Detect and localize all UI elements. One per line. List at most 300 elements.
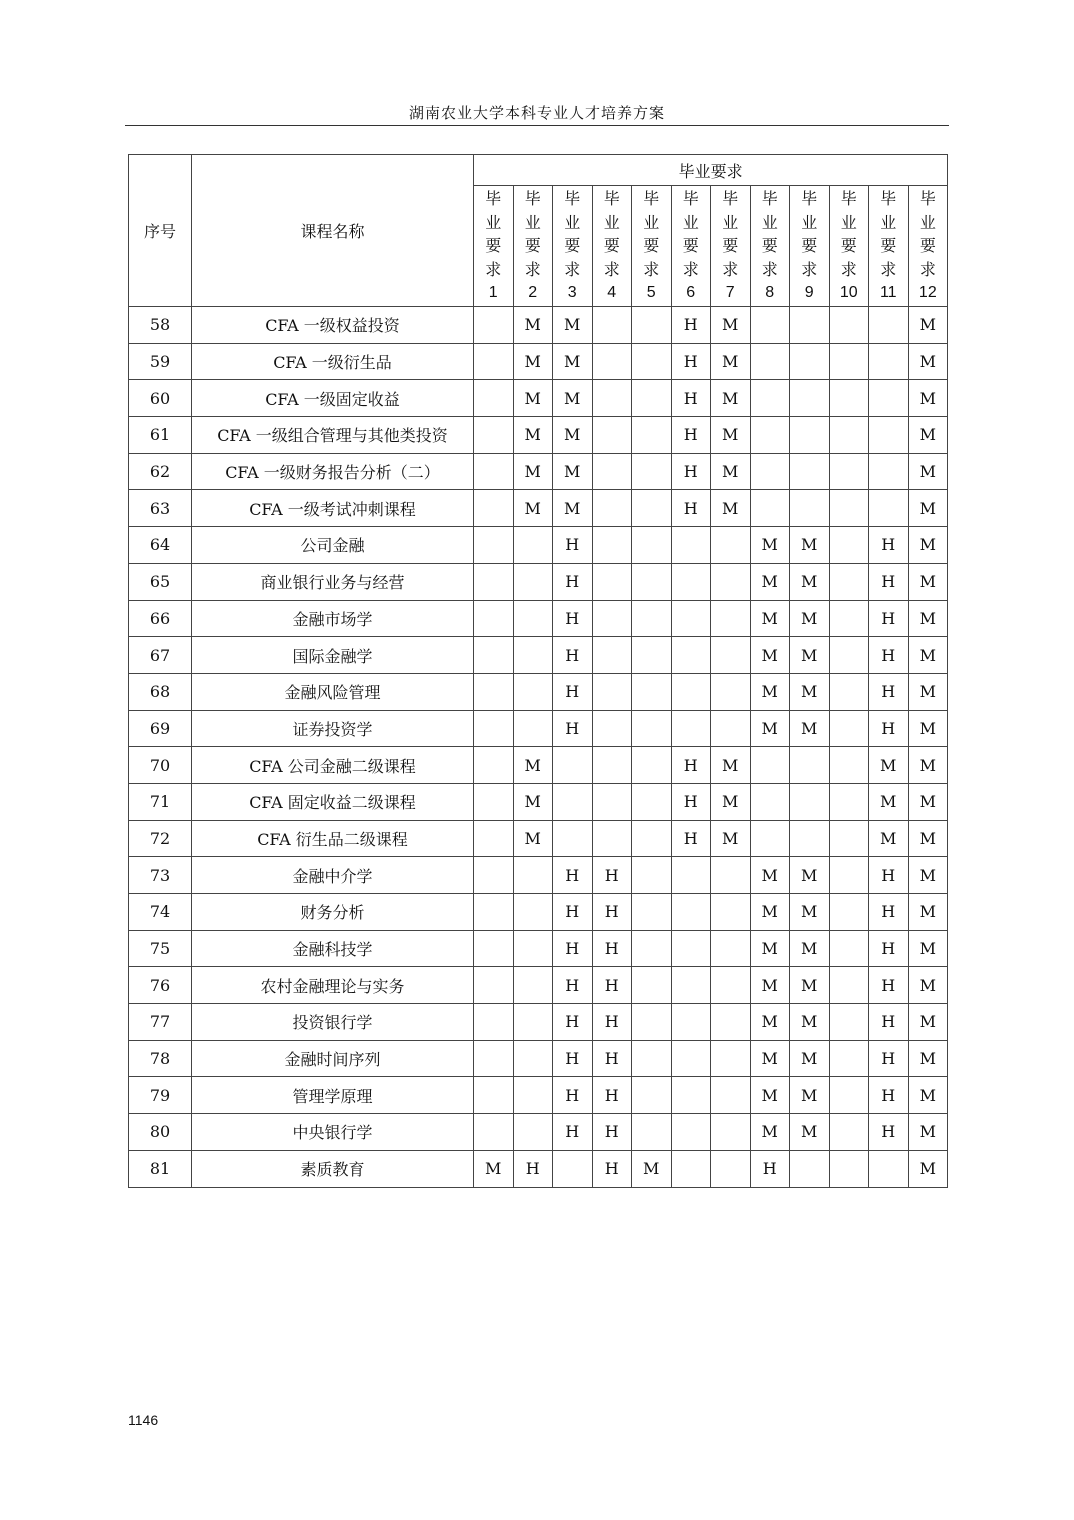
row-requirement-cell [790,747,830,784]
row-requirement-cell [632,1040,672,1077]
row-requirement-cell [750,747,790,784]
header-requirement-char: 要 [919,236,936,256]
row-requirement-cell: M [790,673,830,710]
row-course-name: 国际金融学 [192,637,474,674]
row-requirement-cell: M [553,380,593,417]
row-requirement-cell [711,894,751,931]
row-requirement-cell: H [671,380,711,417]
row-course-name: 证券投资学 [192,710,474,747]
row-course-name: CFA 固定收益二级课程 [192,783,474,820]
row-requirement-cell: M [750,563,790,600]
row-course-name: 中央银行学 [192,1114,474,1151]
row-requirement-cell [474,673,514,710]
row-seq: 80 [129,1114,192,1151]
table-row [129,820,948,857]
row-requirement-cell [750,343,790,380]
row-requirement-cell [829,894,869,931]
row-requirement-cell: M [513,380,553,417]
row-requirement-cell [474,1077,514,1114]
row-requirement-cell: H [553,600,593,637]
row-requirement-cell [632,1004,672,1041]
row-requirement-cell [750,820,790,857]
row-requirement-cell [474,490,514,527]
header-requirement-char: 毕 [761,189,778,209]
row-requirement-cell: M [790,637,830,674]
row-requirement-cell [829,1040,869,1077]
row-requirement-cell: M [750,527,790,564]
row-requirement-cell [671,1040,711,1077]
header-requirement-char: 要 [524,236,541,256]
row-requirement-cell [711,673,751,710]
header-requirement-char: 毕 [564,189,581,209]
row-requirement-cell: M [711,307,751,344]
table-row [129,1004,948,1041]
table-row [129,783,948,820]
row-requirement-cell [513,1077,553,1114]
row-course-name: 素质教育 [192,1150,474,1187]
row-requirement-cell [829,1004,869,1041]
table-row [129,563,948,600]
row-requirement-cell [632,710,672,747]
row-requirement-cell: M [632,1150,672,1187]
header-requirement-number: 5 [646,284,656,302]
table-row [129,453,948,490]
row-requirement-cell [513,710,553,747]
table-row [129,637,948,674]
row-seq: 60 [129,380,192,417]
header-requirement-char: 要 [485,236,502,256]
header-requirement-12 [908,186,948,307]
row-requirement-cell [711,563,751,600]
row-requirement-cell: M [513,820,553,857]
header-requirement-char: 业 [485,212,502,232]
table-row [129,1114,948,1151]
row-requirement-cell: H [592,967,632,1004]
row-course-name: 投资银行学 [192,1004,474,1041]
row-requirement-cell [711,1114,751,1151]
header-requirement-char: 毕 [919,189,936,209]
row-requirement-cell: M [908,894,948,931]
header-requirement-char: 毕 [880,189,897,209]
header-requirement-char: 业 [801,212,818,232]
row-requirement-cell: H [869,1040,909,1077]
header-requirement-number: 11 [879,284,897,302]
row-requirement-cell [829,343,869,380]
row-requirement-cell: M [790,710,830,747]
row-requirement-cell [513,1004,553,1041]
row-requirement-cell: M [908,747,948,784]
header-requirement-number: 9 [804,284,814,302]
header-requirement-char: 要 [761,236,778,256]
table-row [129,417,948,454]
row-requirement-cell [474,307,514,344]
row-requirement-cell [632,600,672,637]
row-requirement-cell: M [790,1040,830,1077]
header-requirement-char: 要 [840,236,857,256]
header-requirement-char: 求 [801,259,818,279]
row-requirement-cell: H [671,820,711,857]
row-requirement-cell: H [869,857,909,894]
header-requirement-char: 要 [643,236,660,256]
header-requirement-char: 业 [524,212,541,232]
row-requirement-cell [553,1150,593,1187]
row-requirement-cell [711,600,751,637]
header-requirement-char: 业 [603,212,620,232]
row-seq: 58 [129,307,192,344]
row-requirement-cell [632,673,672,710]
row-requirement-cell [474,783,514,820]
header-requirement-number: 1 [488,284,498,302]
header-requirement-number: 4 [607,284,617,302]
row-requirement-cell [474,820,514,857]
row-requirement-cell: M [908,820,948,857]
header-requirement-char: 业 [761,212,778,232]
header-requirement-char: 要 [722,236,739,256]
header-requirement-char: 毕 [603,189,620,209]
row-seq: 62 [129,453,192,490]
row-course-name: 管理学原理 [192,1077,474,1114]
row-requirement-cell: H [671,490,711,527]
row-requirement-cell [513,637,553,674]
row-requirement-cell: M [790,600,830,637]
row-requirement-cell: H [592,894,632,931]
row-requirement-cell [474,894,514,931]
row-requirement-cell: H [553,1040,593,1077]
row-requirement-cell: M [908,930,948,967]
row-requirement-cell [632,343,672,380]
row-requirement-cell: M [711,380,751,417]
header-requirement-2 [513,186,553,307]
row-requirement-cell [513,563,553,600]
row-seq: 78 [129,1040,192,1077]
row-requirement-cell [829,563,869,600]
header-requirement-number: 8 [765,284,775,302]
row-requirement-cell [671,1114,711,1151]
row-seq: 67 [129,637,192,674]
row-requirement-cell [553,783,593,820]
table-row [129,747,948,784]
row-requirement-cell [750,380,790,417]
row-requirement-cell [632,453,672,490]
row-requirement-cell: M [908,1114,948,1151]
row-requirement-cell: M [750,637,790,674]
row-requirement-cell [632,380,672,417]
row-requirement-cell: H [750,1150,790,1187]
row-requirement-cell [592,637,632,674]
row-requirement-cell [474,1114,514,1151]
row-requirement-cell: M [908,1040,948,1077]
row-requirement-cell: M [750,930,790,967]
row-requirement-cell [711,1040,751,1077]
table-row [129,307,948,344]
row-requirement-cell: H [592,1114,632,1151]
row-requirement-cell [829,1114,869,1151]
row-requirement-cell [592,527,632,564]
row-requirement-cell: M [711,343,751,380]
header-requirement-char: 求 [761,259,778,279]
page-number: 1146 [128,1412,159,1428]
row-course-name: CFA 一级固定收益 [192,380,474,417]
row-requirement-cell: M [750,710,790,747]
row-requirement-cell: H [869,894,909,931]
row-requirement-cell: M [711,820,751,857]
row-seq: 59 [129,343,192,380]
row-requirement-cell: M [513,417,553,454]
row-requirement-cell: H [592,1040,632,1077]
row-requirement-cell [869,343,909,380]
row-requirement-cell: M [553,453,593,490]
row-requirement-cell [513,967,553,1004]
row-requirement-cell: M [790,1004,830,1041]
row-requirement-cell [592,710,632,747]
row-requirement-cell: H [553,1077,593,1114]
row-requirement-cell [829,637,869,674]
row-seq: 72 [129,820,192,857]
row-course-name: 金融风险管理 [192,673,474,710]
row-requirement-cell: M [553,490,593,527]
row-requirement-cell [632,930,672,967]
row-requirement-cell [474,930,514,967]
row-course-name: 金融中介学 [192,857,474,894]
row-requirement-cell [829,600,869,637]
row-requirement-cell [750,490,790,527]
row-seq: 61 [129,417,192,454]
row-seq: 74 [129,894,192,931]
row-requirement-cell: M [908,563,948,600]
row-requirement-cell [829,857,869,894]
row-requirement-cell: M [908,1077,948,1114]
row-requirement-cell [474,343,514,380]
row-requirement-cell [592,600,632,637]
row-requirement-cell [711,527,751,564]
header-requirement-char: 毕 [485,189,502,209]
header-requirement-char: 要 [603,236,620,256]
row-course-name: 财务分析 [192,894,474,931]
row-seq: 69 [129,710,192,747]
row-requirement-cell [829,417,869,454]
header-requirement-char: 要 [564,236,581,256]
row-requirement-cell: M [750,1077,790,1114]
row-requirement-cell: H [869,930,909,967]
row-requirement-cell: M [869,747,909,784]
row-requirement-cell [671,563,711,600]
row-requirement-cell [474,967,514,1004]
row-requirement-cell: H [592,1077,632,1114]
row-seq: 68 [129,673,192,710]
header-requirement-char: 求 [840,259,857,279]
row-requirement-cell [632,307,672,344]
header-requirement-char: 求 [722,259,739,279]
header-requirement-char: 求 [485,259,502,279]
table-row [129,600,948,637]
row-requirement-cell [632,527,672,564]
row-requirement-cell [632,1114,672,1151]
row-requirement-cell [513,894,553,931]
row-requirement-cell: M [908,1150,948,1187]
page-header-title: 湖南农业大学本科专业人才培养方案 [408,104,665,122]
header-requirement-char: 业 [919,212,936,232]
row-requirement-cell [513,1040,553,1077]
row-requirement-cell [513,527,553,564]
row-requirement-cell [513,673,553,710]
row-requirement-cell [829,307,869,344]
row-requirement-cell: H [869,563,909,600]
row-requirement-cell: H [671,783,711,820]
row-requirement-cell [474,857,514,894]
row-requirement-cell: M [750,673,790,710]
row-requirement-cell [474,1004,514,1041]
row-seq: 79 [129,1077,192,1114]
row-requirement-cell [829,820,869,857]
row-requirement-cell [829,710,869,747]
row-requirement-cell: M [908,600,948,637]
row-requirement-cell: M [750,600,790,637]
row-requirement-cell: H [553,710,593,747]
row-requirement-cell [671,930,711,967]
row-requirement-cell [632,747,672,784]
row-requirement-cell [592,380,632,417]
row-requirement-cell [869,1150,909,1187]
row-requirement-cell: H [869,637,909,674]
table-row [129,343,948,380]
row-requirement-cell: H [869,673,909,710]
graduation-requirements-matrix [128,154,948,1188]
table-row [129,1150,948,1187]
row-requirement-cell: H [553,967,593,1004]
row-requirement-cell: M [711,490,751,527]
row-requirement-cell: M [908,307,948,344]
header-requirement-char: 业 [840,212,857,232]
header-requirement-char: 业 [880,212,897,232]
row-requirement-cell [829,1077,869,1114]
row-requirement-cell [553,747,593,784]
row-requirement-cell [632,783,672,820]
row-requirement-cell [750,783,790,820]
row-requirement-cell [711,857,751,894]
header-seq: 序号 [129,155,192,307]
row-seq: 65 [129,563,192,600]
row-requirement-cell: H [671,307,711,344]
row-requirement-cell [474,417,514,454]
row-course-name: CFA 公司金融二级课程 [192,747,474,784]
row-requirement-cell [592,783,632,820]
row-requirement-cell [829,783,869,820]
row-requirement-cell [671,857,711,894]
row-requirement-cell [829,527,869,564]
row-requirement-cell: H [869,1077,909,1114]
header-requirement-char: 毕 [682,189,699,209]
row-requirement-cell [711,1077,751,1114]
row-requirement-cell [632,1077,672,1114]
row-requirement-cell [553,820,593,857]
row-requirement-cell: M [750,1040,790,1077]
header-requirement-number: 6 [686,284,696,302]
row-requirement-cell: H [592,930,632,967]
row-requirement-cell: M [908,527,948,564]
header-requirement-7 [711,186,751,307]
row-requirement-cell: M [553,307,593,344]
header-requirement-number: 12 [918,284,937,302]
row-seq: 66 [129,600,192,637]
row-requirement-cell: M [908,343,948,380]
row-requirement-cell: H [592,857,632,894]
row-requirement-cell [592,307,632,344]
row-requirement-cell: M [908,673,948,710]
row-requirement-cell [829,1150,869,1187]
header-requirement-char: 业 [643,212,660,232]
row-requirement-cell: M [513,490,553,527]
row-requirement-cell [592,673,632,710]
row-requirement-cell: M [750,1004,790,1041]
row-requirement-cell: M [869,820,909,857]
row-requirement-cell [790,490,830,527]
row-requirement-cell: H [553,637,593,674]
row-requirement-cell [474,600,514,637]
row-requirement-cell [474,1040,514,1077]
row-requirement-cell: H [553,1114,593,1151]
row-requirement-cell [671,673,711,710]
row-requirement-cell: M [474,1150,514,1187]
row-seq: 75 [129,930,192,967]
row-requirement-cell [711,1150,751,1187]
header-requirement-9 [790,186,830,307]
row-requirement-cell: M [908,417,948,454]
header-requirement-char: 业 [682,212,699,232]
row-requirement-cell [829,453,869,490]
row-requirement-cell: M [790,857,830,894]
row-requirement-cell [671,1004,711,1041]
row-requirement-cell: M [513,747,553,784]
row-requirement-cell [632,563,672,600]
row-requirement-cell [750,417,790,454]
row-requirement-cell [711,967,751,1004]
row-requirement-cell: M [553,343,593,380]
row-requirement-cell: M [908,637,948,674]
row-requirement-cell [829,930,869,967]
row-requirement-cell: M [790,1077,830,1114]
row-requirement-cell [632,967,672,1004]
row-requirement-cell [632,820,672,857]
row-requirement-cell: M [711,417,751,454]
row-requirement-cell: M [869,783,909,820]
row-requirement-cell: M [513,783,553,820]
row-requirement-cell: H [671,453,711,490]
row-requirement-cell [671,1150,711,1187]
row-requirement-cell [790,783,830,820]
row-requirement-cell [790,380,830,417]
row-course-name: 金融市场学 [192,600,474,637]
header-requirement-6 [671,186,711,307]
row-requirement-cell: H [869,1114,909,1151]
header-requirement-char: 毕 [643,189,660,209]
table-row [129,710,948,747]
row-requirement-cell [474,563,514,600]
row-course-name: 金融科技学 [192,930,474,967]
row-requirement-cell [711,930,751,967]
row-requirement-cell [790,343,830,380]
table-row [129,380,948,417]
row-requirement-cell [592,453,632,490]
row-seq: 73 [129,857,192,894]
row-requirement-cell: H [869,527,909,564]
row-requirement-cell: M [790,527,830,564]
row-requirement-cell [829,747,869,784]
row-seq: 63 [129,490,192,527]
row-requirement-cell: H [592,1150,632,1187]
row-requirement-cell [474,637,514,674]
header-requirement-char: 求 [682,259,699,279]
header-requirement-char: 要 [801,236,818,256]
